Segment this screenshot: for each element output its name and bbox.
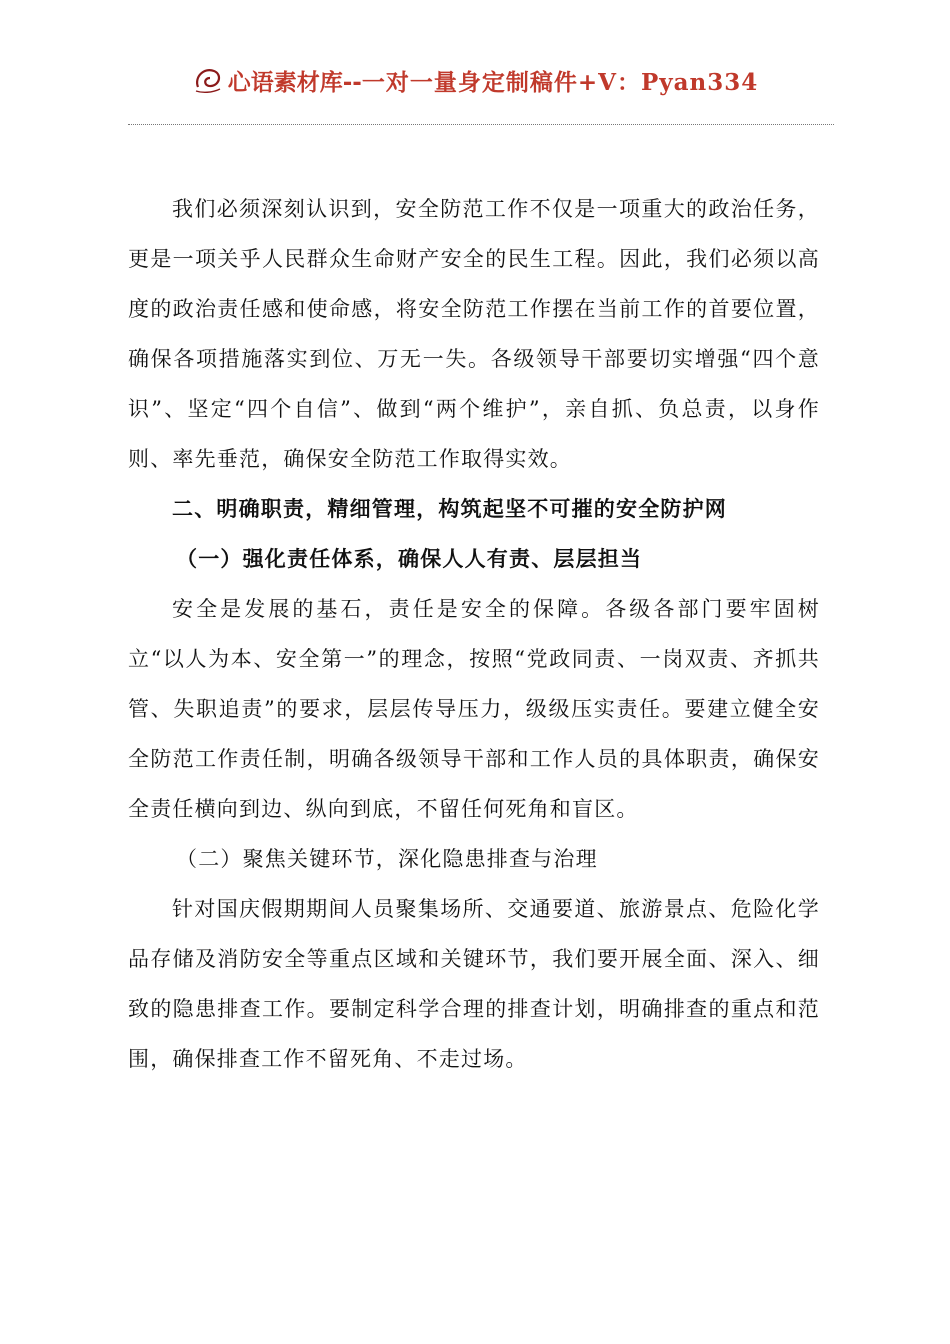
paragraph-1: 我们必须深刻认识到，安全防范工作不仅是一项重大的政治任务，更是一项关乎人民群众生命财产安全的民生工程。因此，我们必须以高度的政治责任感和使命感，将安全防范工作摆在当前工作的首要位置，确保各项措施落实到位、万无一失。各级领导干部要切实增强“四个意识”、坚定“四个自信”、做到“两个维护”，亲自抓、负总责，以身作则、率先垂范，确保安全防范工作取得实效。 <box>128 197 820 471</box>
brand-tagline: 一对一量身定制稿件+V：Pyan334 <box>361 68 759 96</box>
page-header <box>0 58 950 102</box>
brand-name: 心语素材库 <box>227 69 343 96</box>
brand-separator: -- <box>342 69 362 96</box>
header-divider <box>128 124 834 125</box>
section-heading-2: 二、明确职责，精细管理，构筑起坚不可摧的安全防护网 <box>172 497 727 521</box>
subsection-heading-2: （二）聚焦关键环节，深化隐患排查与治理 <box>176 847 598 871</box>
header-brand <box>228 64 759 97</box>
paragraph-3: 针对国庆假期期间人员聚集场所、交通要道、旅游景点、危险化学品存储及消防安全等重点区域和关键环节，我们要开展全面、深入、细致的隐患排查工作。要制定科学合理的排查计划，明确排查的重点和范围，确保排查工作不留死角、不走过场。 <box>128 897 820 1071</box>
document-body <box>128 184 820 1084</box>
swirl-logo-icon <box>192 63 226 97</box>
paragraph-2: 安全是发展的基石，责任是安全的保障。各级各部门要牢固树立“以人为本、安全第一”的理念，按照“党政同责、一岗双责、齐抓共管、失职追责”的要求，层层传导压力，级级压实责任。要建立健全安全防范工作责任制，明确各级领导干部和工作人员的具体职责，确保安全责任横向到边、纵向到底，不留任何死角和盲区。 <box>128 597 820 821</box>
subsection-heading-1: （一）强化责任体系，确保人人有责、层层担当 <box>176 547 643 571</box>
